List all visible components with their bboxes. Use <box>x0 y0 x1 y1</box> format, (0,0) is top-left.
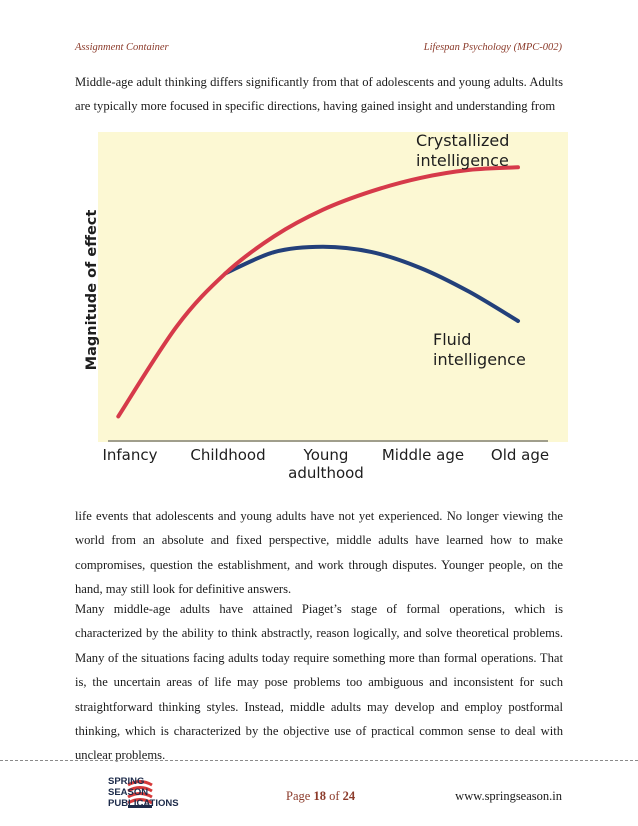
header-left: Assignment Container <box>75 42 169 53</box>
x-tick-label-2: Childhood <box>190 446 266 464</box>
page-number <box>286 789 355 804</box>
series-label-fluid-2: intelligence <box>433 350 526 369</box>
page-of: of <box>329 789 340 803</box>
series-label-crystallized-2: intelligence <box>416 151 509 170</box>
footer-divider <box>0 760 638 761</box>
x-tick-label-3-1: Young <box>303 446 349 464</box>
paragraph-intro: Middle-age adult thinking differs significantly from that of adolescents and young adults. Adults are typically more focused in specific directions, having gained insight and understanding from <box>75 75 563 114</box>
x-tick-label-4: Middle age <box>381 446 465 464</box>
series-label-crystallized-1: Crystallized <box>416 131 510 150</box>
page-current: 18 <box>313 789 326 803</box>
chart-background <box>98 132 568 472</box>
logo-line-2: SEASON <box>108 787 149 798</box>
paragraph-formal-operations: Many middle-age adults have attained Piaget’s stage of formal operations, which is characterized by the ability to think abstractly, reason logically, and solve theoretical problems. Many of the situations facing adults today require something more than formal operations. That is, the uncertain areas of life may pose problems too ambiguous and inconsistent for such straightforward thinking styles. Instead, middle adults may develop and employ postformal thinking, which is characterized by the objective use of practical common sense to deal with unclear problems. <box>75 602 563 763</box>
series-label-fluid-1: Fluid <box>433 330 472 349</box>
y-axis-label: Magnitude of effect <box>84 209 100 371</box>
logo-line-3: PUBLICATIONS <box>108 798 179 809</box>
page-total: 24 <box>342 789 356 803</box>
x-tick-label-3-2: adulthood <box>288 464 364 482</box>
x-tick-label-5: Old age <box>490 446 550 464</box>
logo-line-1: SPRING <box>108 776 145 787</box>
chart-svg <box>84 131 568 482</box>
x-tick-label-1: Infancy <box>102 446 158 464</box>
page-word: Page <box>286 789 311 803</box>
website-link[interactable]: www.springseason.in <box>455 789 562 803</box>
intelligence-chart <box>84 131 568 482</box>
header-right: Lifespan Psychology (MPC-002) <box>423 42 562 53</box>
paragraph-life-events: life events that adolescents and young adults have not yet experienced. No longer viewing the world from an absolute and fixed perspective, middle adults have learned how to make compromises, question the establishment, and work through disputes. Younger people, on the hand, may still look for definitive answers. <box>75 509 563 597</box>
publisher-logo-text <box>108 776 179 809</box>
